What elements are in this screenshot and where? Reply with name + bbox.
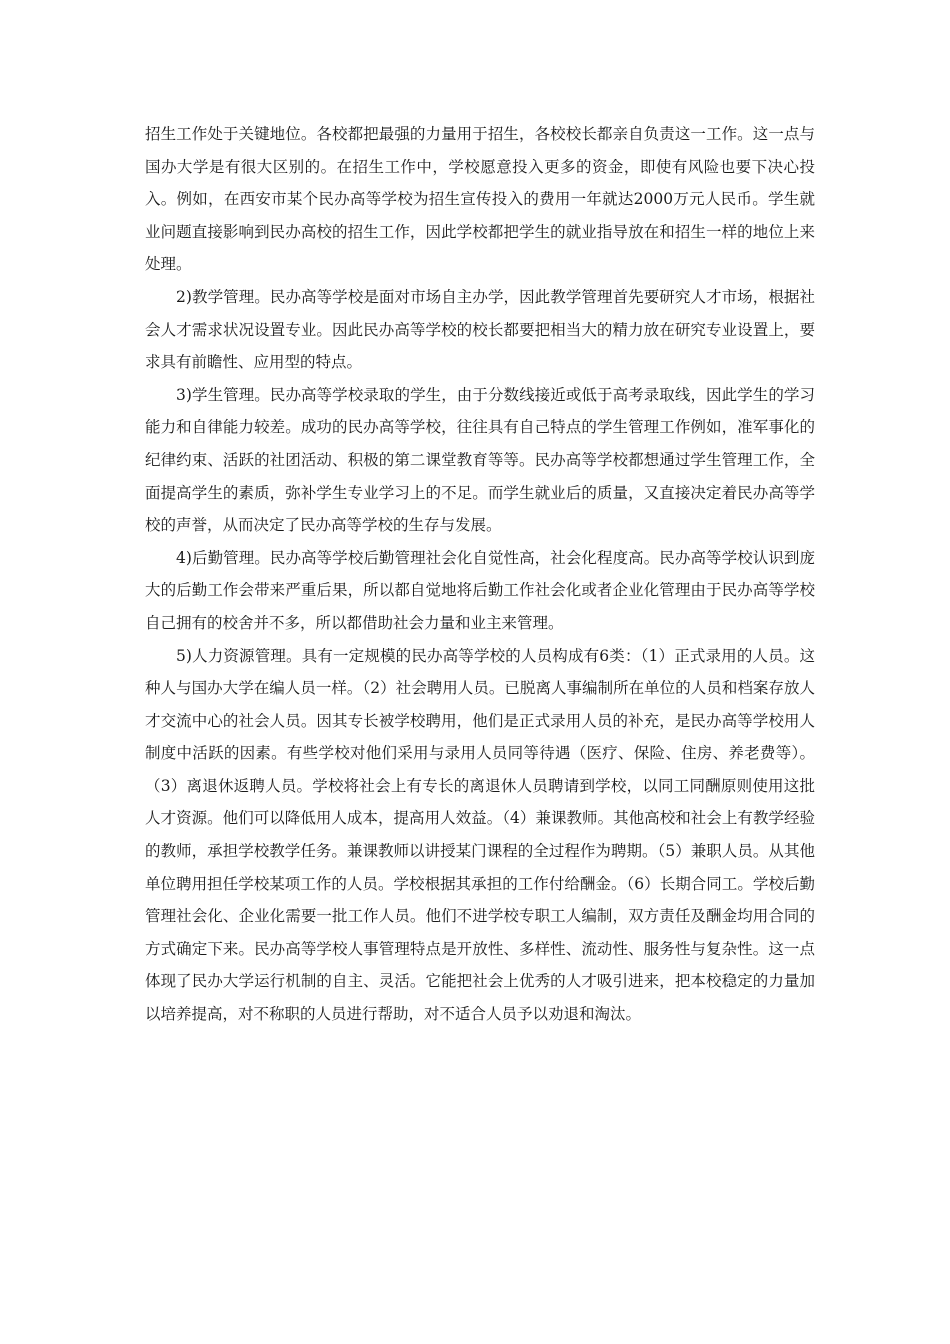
paragraph-recruitment-continuation: 招生工作处于关键地位。各校都把最强的力量用于招生，各校校长都亲自负责这一工作。这一点与国办大学是有很大区别的。在招生工作中，学校愿意投入更多的资金，即使有风险也要下决心投入。例如，在西安市某个民办高等学校为招生宣传投入的费用一年就达2000万元人民币。学生就业问题直接影响到民办高校的招生工作，因此学校都把学生的就业指导放在和招生一样的地位上来处理。	[145, 125, 815, 274]
paragraph-teaching-management: 2)教学管理。民办高等学校是面对市场自主办学，因此教学管理首先要研究人才市场，根据社会人才需求状况设置专业。因此民办高等学校的校长都要把相当大的精力放在研究专业设置上，要求具有前瞻性、应用型的特点。	[145, 287, 815, 372]
paragraph-logistics-management: 4)后勤管理。民办高等学校后勤管理社会化自觉性高，社会化程度高。民办高等学校认识到庞大的后勤工作会带来严重后果，所以都自觉地将后勤工作社会化或者企业化管理由于民办高等学校自己拥有的校舍并不多，所以都借助社会力量和业主来管理。	[145, 548, 815, 632]
paragraph-human-resources-management: 5)人力资源管理。具有一定规模的民办高等学校的人员构成有6类：（1）正式录用的人员。这种人与国办大学在编人员一样。（2）社会聘用人员。已脱离人事编制所在单位的人员和档案存放人才交流中心的社会人员。因其专长被学校聘用，他们是正式录用人员的补充，是民办高等学校用人制度中活跃的因素。有些学校对他们采用与录用人员同等待遇（医疗、保险、住房、养老费等）。（3）离退休返聘人员。学校将社会上有专长的离退休人员聘请到学校，以同工同酬原则使用这批人才资源。他们可以降低用人成本，提高用人效益。（4）兼课教师。其他高校和社会上有教学经验的教师，承担学校教学任务。兼课教师以讲授某门课程的全过程作为聘期。（5）兼职人员。从其他单位聘用担任学校某项工作的人员。学校根据其承担的工作付给酬金。（6）长期合同工。学校后勤管理社会化、企业化需要一批工作人员。他们不进学校专职工人编制，双方责任及酬金均用合同的方式确定下来。民办高等学校人事管理特点是开放性、多样性、流动性、服务性与复杂性。这一点体现了民办大学运行机制的自主、灵活。它能把社会上优秀的人才吸引进来，把本校稳定的力量加以培养提高，对不称职的人员进行帮助，对不适合人员予以劝退和淘汰。	[145, 646, 815, 1024]
document-body	[145, 118, 815, 1031]
paragraph-student-management: 3)学生管理。民办高等学校录取的学生，由于分数线接近或低于高考录取线，因此学生的学习能力和自律能力较差。成功的民办高等学校，往往具有自己特点的学生管理工作例如，准军事化的纪律约束、活跃的社团活动、积极的第二课堂教育等等。民办高等学校都想通过学生管理工作，全面提高学生的素质，弥补学生专业学习上的不足。而学生就业后的质量，又直接决定着民办高等学校的声誉，从而决定了民办高等学校的生存与发展。	[145, 385, 815, 535]
